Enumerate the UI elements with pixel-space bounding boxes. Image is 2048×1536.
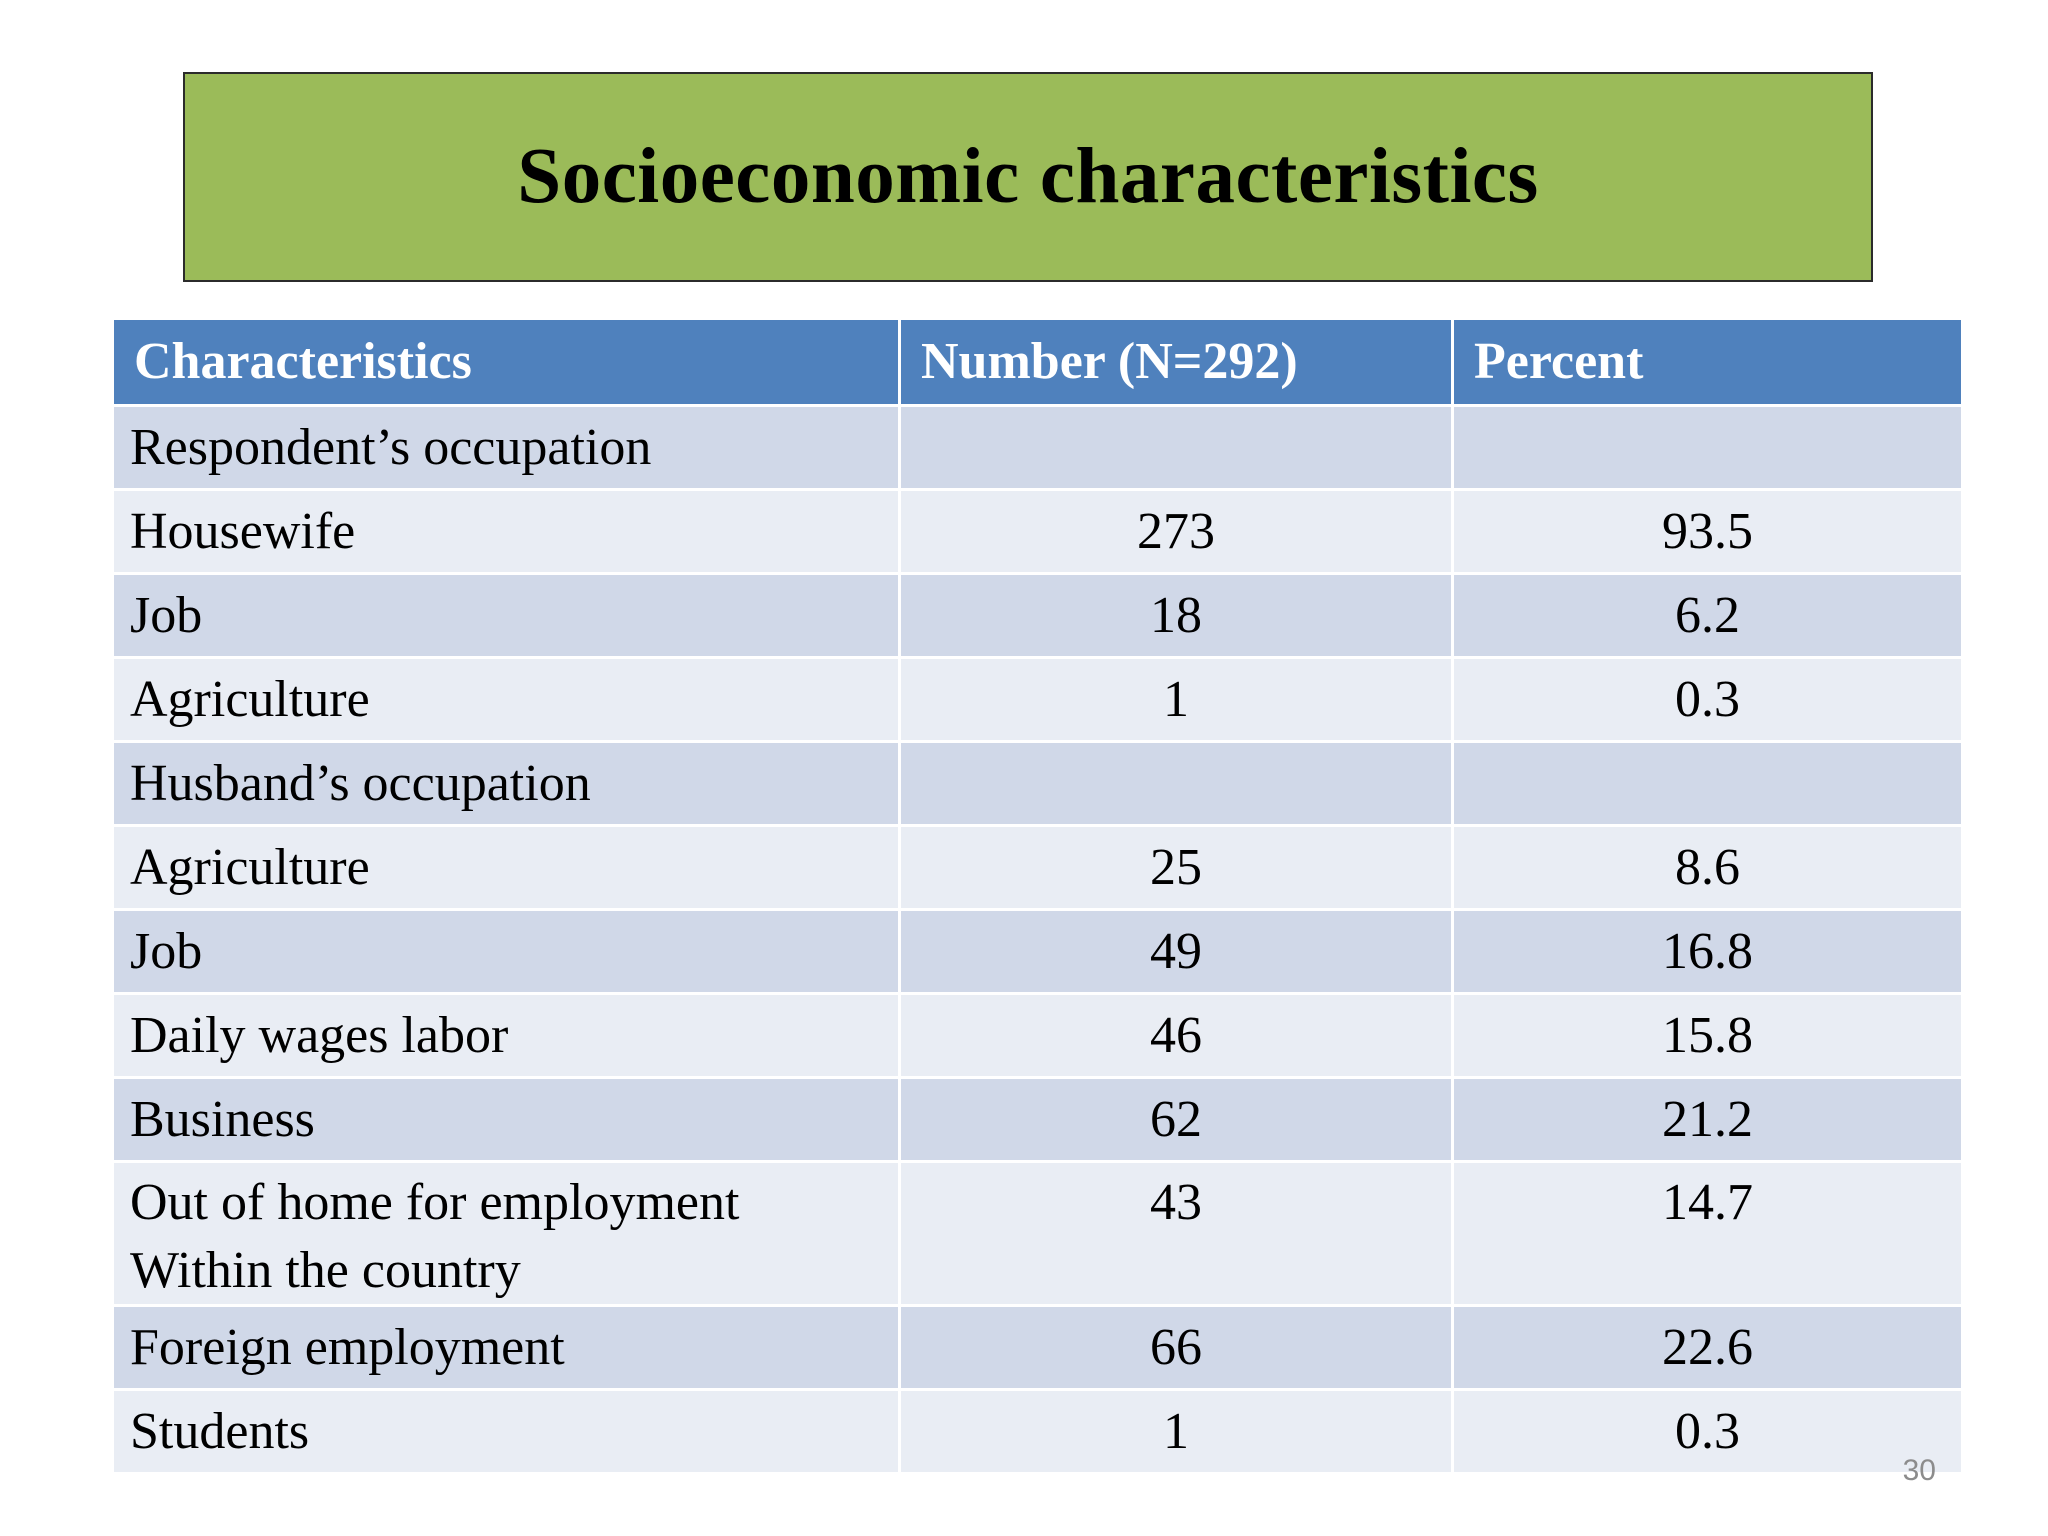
table-row [113, 406, 1963, 490]
row-label: Students [113, 1390, 900, 1474]
table-row [113, 1306, 1963, 1390]
slide-title: Socioeconomic characteristics [517, 133, 1539, 220]
table-row [113, 910, 1963, 994]
header-percent: Percent [1453, 319, 1963, 406]
table-row [113, 826, 1963, 910]
header-number: Number (N=292) [900, 319, 1453, 406]
row-percent: 0.3 [1453, 658, 1963, 742]
row-percent [1453, 406, 1963, 490]
row-label: Daily wages labor [113, 994, 900, 1078]
table-row [113, 658, 1963, 742]
row-label: Job [113, 910, 900, 994]
row-label-line2: Within the country [130, 1241, 521, 1299]
row-percent: 6.2 [1453, 574, 1963, 658]
table-row [113, 742, 1963, 826]
row-label: Agriculture [113, 658, 900, 742]
row-number [900, 406, 1453, 490]
table-row [113, 994, 1963, 1078]
socioeconomic-table [111, 317, 1964, 1475]
row-number: 18 [900, 574, 1453, 658]
row-number: 273 [900, 490, 1453, 574]
row-number: 62 [900, 1078, 1453, 1162]
row-label: Agriculture [113, 826, 900, 910]
row-number: 46 [900, 994, 1453, 1078]
row-label: Respondent’s occupation [113, 406, 900, 490]
table-row [113, 490, 1963, 574]
row-percent: 0.3 [1453, 1390, 1963, 1474]
title-banner [183, 72, 1873, 282]
row-percent: 21.2 [1453, 1078, 1963, 1162]
row-percent: 14.7 [1453, 1162, 1963, 1306]
row-label: Housewife [113, 490, 900, 574]
row-percent: 15.8 [1453, 994, 1963, 1078]
row-number: 66 [900, 1306, 1453, 1390]
row-percent: 93.5 [1453, 490, 1963, 574]
table-row [113, 1078, 1963, 1162]
row-number: 1 [900, 1390, 1453, 1474]
row-number: 1 [900, 658, 1453, 742]
row-label: Husband’s occupation [113, 742, 900, 826]
row-label: Job [113, 574, 900, 658]
row-percent: 22.6 [1453, 1306, 1963, 1390]
table-row [113, 1162, 1963, 1306]
row-number: 43 [900, 1162, 1453, 1306]
row-number: 49 [900, 910, 1453, 994]
row-number [900, 742, 1453, 826]
slide-number: 30 [1902, 1454, 1936, 1487]
row-label: Out of home for employment [130, 1174, 740, 1231]
header-characteristics: Characteristics [113, 319, 900, 406]
table-row [113, 1390, 1963, 1474]
row-percent [1453, 742, 1963, 826]
row-percent: 8.6 [1453, 826, 1963, 910]
row-label-multiline [113, 1162, 900, 1306]
row-label: Foreign employment [113, 1306, 900, 1390]
row-percent: 16.8 [1453, 910, 1963, 994]
row-label: Business [113, 1078, 900, 1162]
table-header-row [113, 319, 1963, 406]
row-number: 25 [900, 826, 1453, 910]
table-row [113, 574, 1963, 658]
